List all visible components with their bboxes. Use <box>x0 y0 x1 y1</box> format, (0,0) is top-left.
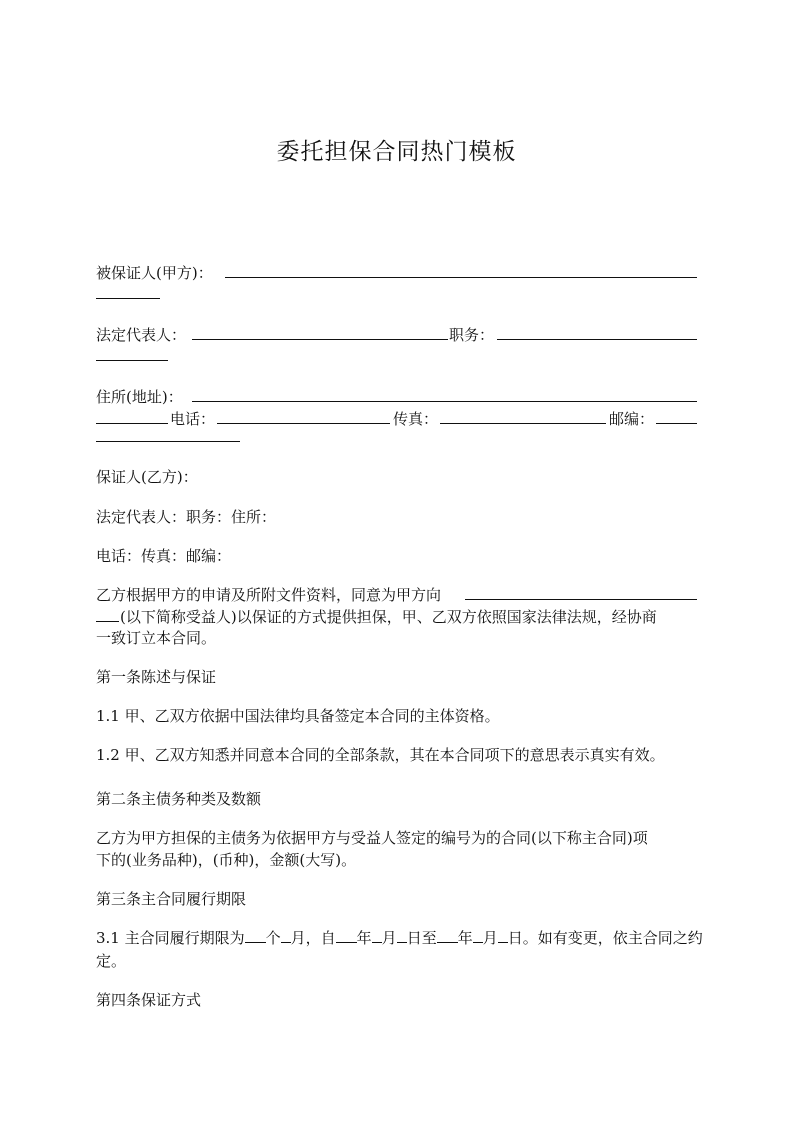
article-1-clause-1: 1.1 甲、乙双方依据中国法律均具备签定本合同的主体资格。 <box>96 707 500 725</box>
party-a-phone-blank[interactable] <box>217 423 390 424</box>
article-2-line-1: 乙方为甲方担保的主债务为依据甲方与受益人签定的编号为的合同(以下称主合同)项 <box>96 829 648 847</box>
party-a-name-line <box>96 262 213 284</box>
party-b-rep-line: 法定代表人：职务：住所： <box>96 508 277 526</box>
clause-3-1-text-f: 日至 <box>406 929 437 947</box>
intro-line-1: 乙方根据甲方的申请及所附文件资料，同意为甲方向 <box>96 586 442 604</box>
party-a-label: 被保证人(甲方)： <box>96 264 213 282</box>
article-3-clause-1-cont: 定。 <box>96 952 127 970</box>
intro-line-2: (以下简称受益人)以保证的方式提供担保，甲、乙双方依照国家法律法规，经协商 <box>120 608 657 626</box>
start-day-blank[interactable] <box>397 927 407 943</box>
party-a-position-blank-cont[interactable] <box>96 360 168 361</box>
article-2-heading: 第二条主债务种类及数额 <box>96 790 262 808</box>
clause-3-1-text-g: 年 <box>457 929 473 947</box>
party-a-postcode-blank[interactable] <box>656 423 697 424</box>
party-a-fax-label: 传真： <box>393 410 439 428</box>
article-3-heading: 第三条主合同履行期限 <box>96 890 247 908</box>
beneficiary-blank[interactable] <box>465 599 697 600</box>
party-a-fax-blank[interactable] <box>440 423 606 424</box>
end-month-blank[interactable] <box>473 927 483 943</box>
party-b-label: 保证人(乙方)： <box>96 468 198 486</box>
start-year-blank[interactable] <box>336 927 357 943</box>
party-a-rep-label: 法定代表人： <box>96 326 187 344</box>
clause-3-1-text-c: 月，自 <box>290 929 336 947</box>
party-b-contact-line: 电话：传真：邮编： <box>96 547 232 565</box>
clause-3-1-text-e: 月 <box>381 929 397 947</box>
article-1-clause-2: 1.2 甲、乙双方知悉并同意本合同的全部条款，其在本合同项下的意思表示真实有效。 <box>96 746 665 764</box>
term-blank-count[interactable] <box>245 927 266 943</box>
party-a-rep-blank[interactable] <box>192 339 448 340</box>
end-year-blank[interactable] <box>437 927 458 943</box>
party-a-position-blank[interactable] <box>497 339 697 340</box>
clause-3-1-text-a: 3.1 主合同履行期限为 <box>96 929 245 947</box>
party-a-address-label: 住所(地址)： <box>96 388 183 406</box>
article-1-heading: 第一条陈述与保证 <box>96 668 217 686</box>
clause-3-1-text-b: 个 <box>265 929 281 947</box>
article-4-heading: 第四条保证方式 <box>96 991 202 1009</box>
term-blank-unit[interactable] <box>281 927 291 943</box>
clause-3-1-text-h: 月 <box>482 929 498 947</box>
beneficiary-blank-cont[interactable] <box>96 621 119 622</box>
party-a-rep-line <box>96 324 186 346</box>
start-month-blank[interactable] <box>372 927 382 943</box>
party-a-postcode-blank-cont[interactable] <box>96 441 240 442</box>
party-a-address-blank[interactable] <box>192 401 697 402</box>
intro-line-3: 一致订立本合同。 <box>96 629 217 647</box>
party-a-phone-label: 电话： <box>170 410 216 428</box>
party-a-position-label: 职务： <box>449 326 495 344</box>
party-a-postcode-label: 邮编： <box>609 410 655 428</box>
party-a-address-line <box>96 386 183 408</box>
article-2-line-2: 下的(业务品种)，(币种)，金额(大写)。 <box>96 851 357 869</box>
article-3-clause-1 <box>96 927 703 949</box>
end-day-blank[interactable] <box>498 927 508 943</box>
party-a-name-blank-cont[interactable] <box>96 298 160 299</box>
party-a-address-blank-cont[interactable] <box>96 423 168 424</box>
document-title: 委托担保合同热门模板 <box>276 139 517 165</box>
clause-3-1-text-d: 年 <box>356 929 372 947</box>
clause-3-1-text-i: 日。如有变更，依主合同之约 <box>507 929 703 947</box>
party-a-name-blank[interactable] <box>225 277 697 278</box>
